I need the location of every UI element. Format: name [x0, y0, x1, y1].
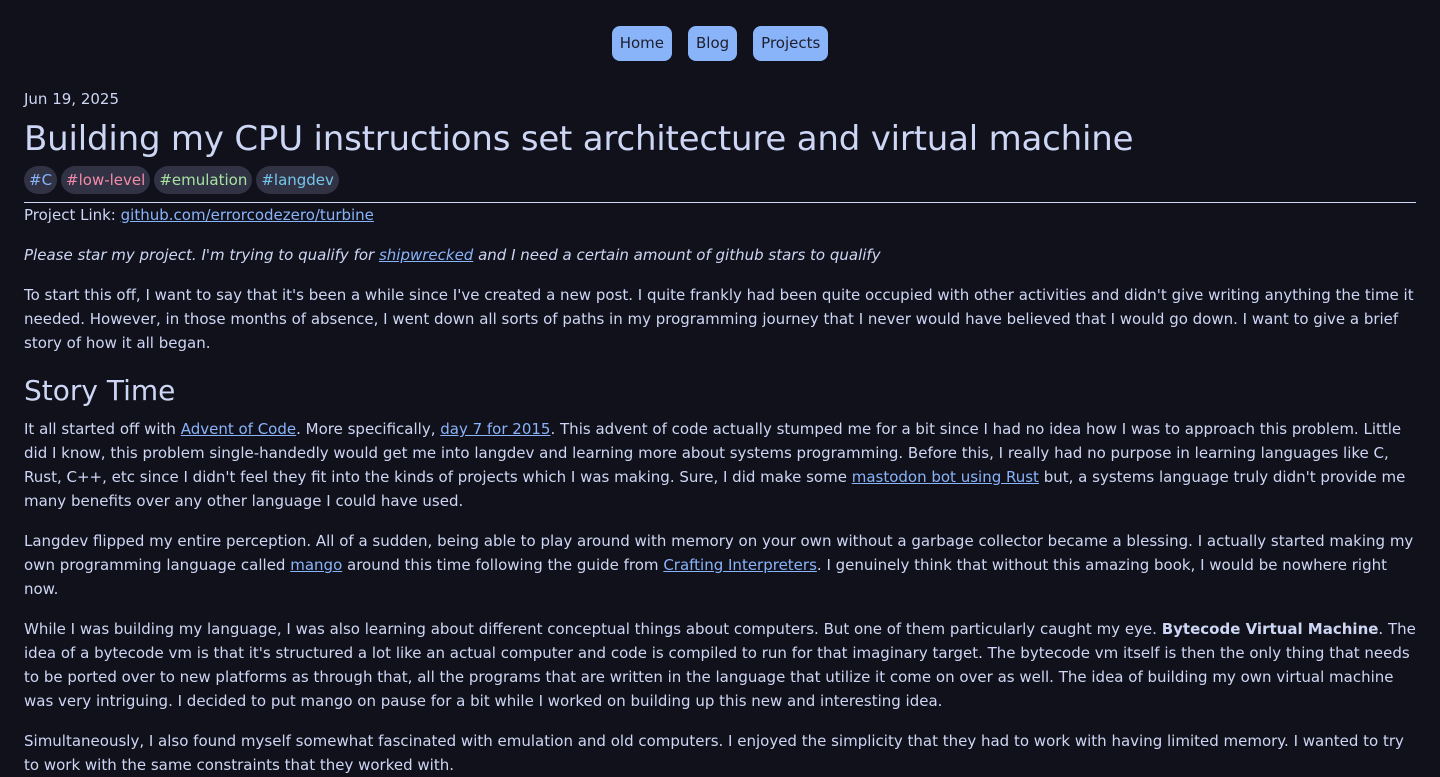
p1-text-4: but, a systems language truly didn't provide me many benefits over any other language I could have used. [24, 468, 1406, 510]
project-link-label: Project Link: [24, 206, 121, 224]
tag-c[interactable]: #C [24, 166, 57, 194]
tag-list [24, 166, 1416, 194]
p2-text-2: around this time following the guide from [342, 556, 664, 574]
top-nav [0, 26, 1440, 61]
section-heading-story-time: Story Time [24, 374, 176, 407]
tag-emulation[interactable]: #emulation [154, 166, 252, 194]
bytecode-vm-bold: Bytecode Virtual Machine [1161, 620, 1379, 638]
project-link[interactable]: github.com/errorcodezero/turbine [120, 206, 374, 224]
story-paragraph-3 [24, 617, 1416, 713]
p1-text-2: . More specifically, [296, 420, 441, 438]
star-note-after: and I need a certain amount of github stars to qualify [473, 246, 881, 264]
crafting-interpreters-link[interactable]: Crafting Interpreters [663, 556, 817, 574]
advent-of-code-link[interactable]: Advent of Code [180, 420, 297, 438]
tag-low-level[interactable]: #low-level [61, 166, 150, 194]
post-title: Building my CPU instructions set architecture and virtual machine [24, 119, 1134, 159]
story-paragraph-4: Simultaneously, I also found myself somewhat fascinated with emulation and old computers. I enjoyed the simplicity that they had to work with having limited memory. I wanted to try to work with the same constraints that they worked with. [24, 732, 1404, 774]
story-paragraph-2 [24, 529, 1416, 601]
mastodon-bot-link[interactable]: mastodon bot using Rust [851, 468, 1039, 486]
p2-text-1: Langdev flipped my entire perception. All of a sudden, being able to play around with memory on your own without a garbage collector became a blessing. I actually started making my own programming language called [24, 532, 1414, 574]
day-7-2015-link[interactable]: day 7 for 2015 [440, 420, 551, 438]
intro-paragraph: To start this off, I want to say that it's been a while since I've created a new post. I quite frankly had been quite occupied with other activities and didn't give writing anything the time it needed. However, in those months of absence, I went down all sorts of paths in my programming journey that I never would have believed that I would go down. I want to give a brief story of how it all began. [24, 286, 1414, 352]
p3-text-2: . The idea of a bytecode vm is that it's structured a lot like an actual computer and code is compiled to run for that imaginary target. The bytecode vm itself is then the only thing that needs to be ported over to new platforms as through that, all the programs that are written in the language that utilize it come on over as well. The idea of building my own virtual machine was very intriguing. I decided to put mango on pause for a bit while I worked on building up this new and interesting idea. [24, 620, 1416, 710]
p2-text-3: . I genuinely think that without this amazing book, I would be nowhere right now. [24, 556, 1387, 598]
post-content [24, 88, 1416, 777]
p3-text-1: While I was building my language, I was also learning about different conceptual things about computers. But one of them particularly caught my eye. [24, 620, 1162, 638]
post-date: Jun 19, 2025 [24, 90, 120, 108]
nav-blog-button[interactable]: Blog [688, 26, 737, 61]
shipwrecked-link[interactable]: shipwrecked [378, 246, 474, 264]
tag-langdev[interactable]: #langdev [256, 166, 339, 194]
nav-projects-button[interactable]: Projects [753, 26, 828, 61]
star-note-before: Please star my project. I'm trying to qualify for [24, 246, 379, 264]
nav-home-button[interactable]: Home [612, 26, 672, 61]
story-paragraph-1 [24, 417, 1416, 513]
star-note [24, 243, 1416, 267]
p1-text-3: . This advent of code actually stumped me for a bit since I had no idea how I was to approach this problem. Little did I know, this problem single-handedly would get me into langdev and learning more about systems programming. Before this, I really had no purpose in learning languages like C, Rust, C++, etc since I didn't feel they fit into the kinds of projects which I was making. Sure, I did make some [24, 420, 1402, 486]
p1-text-1: It all started off with [24, 420, 181, 438]
mango-link[interactable]: mango [290, 556, 343, 574]
project-link-line [24, 203, 1416, 227]
